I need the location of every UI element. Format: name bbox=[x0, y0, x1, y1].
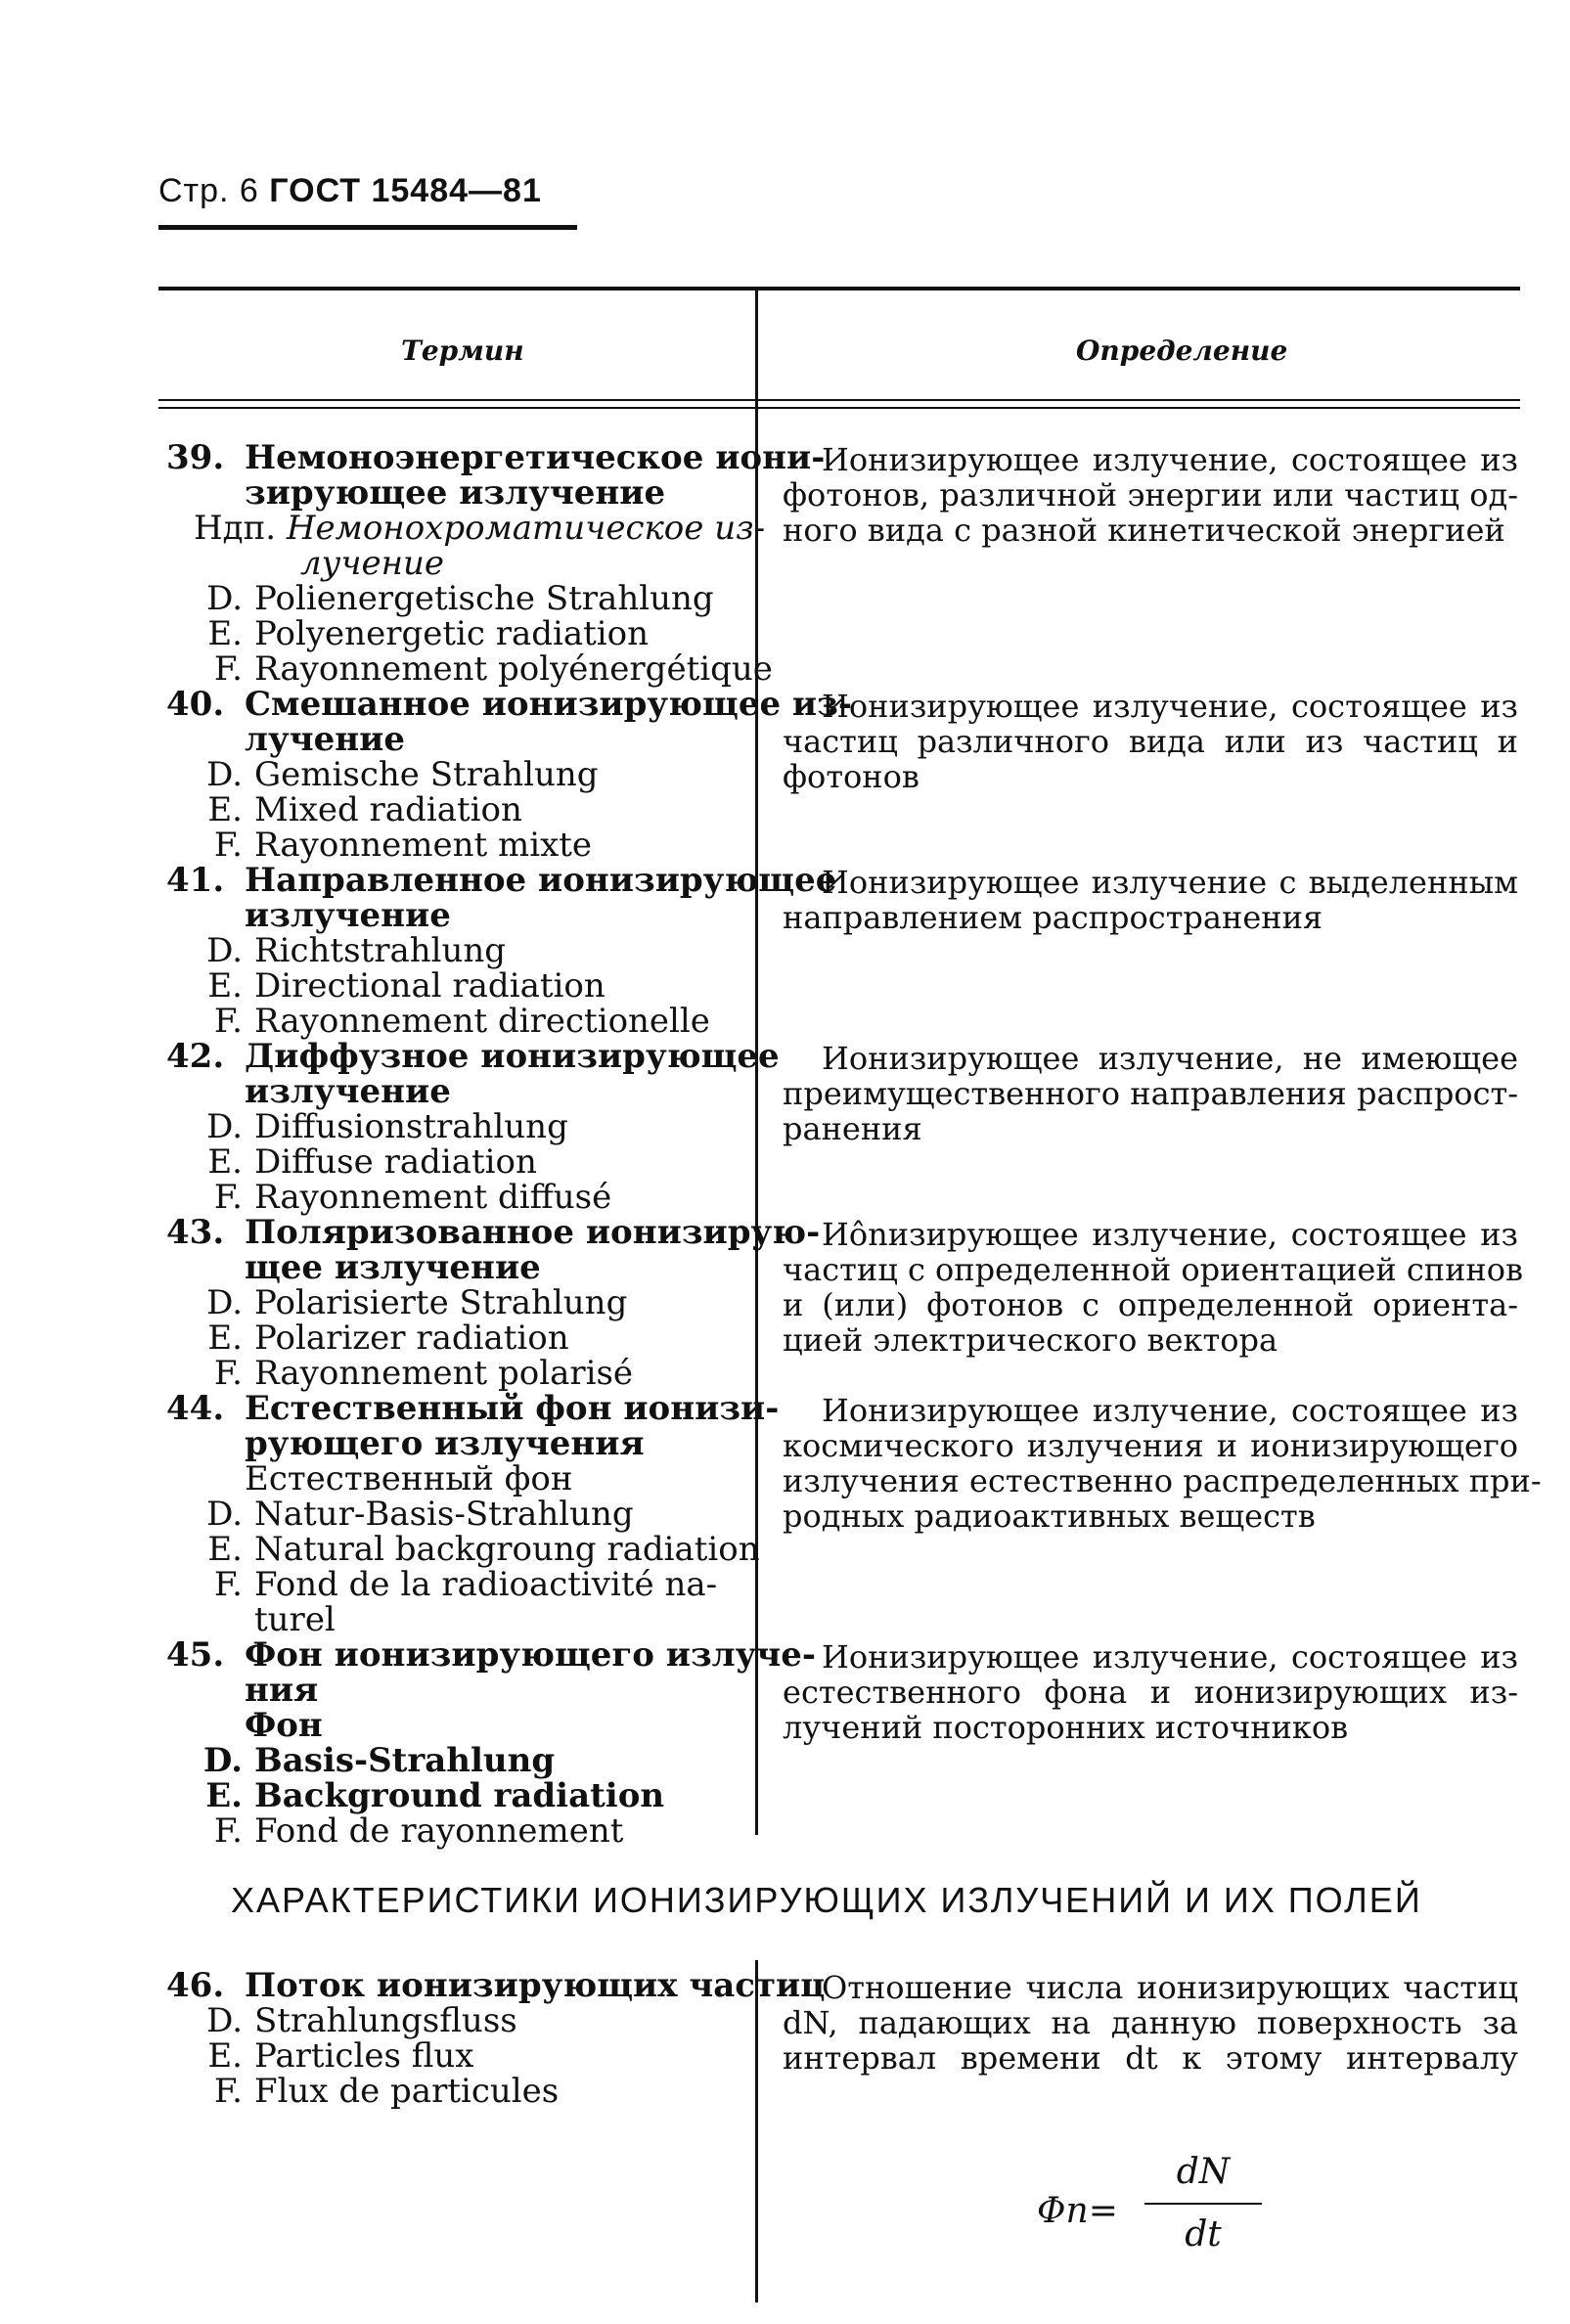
table-top-rule bbox=[158, 287, 1520, 290]
term-entry-43: 43. Поляризованное ионизирую- щее излучение D. Polarisierte Strahlung E. Polarizer radiation F. Rayonnement polarisé bbox=[166, 1213, 821, 1393]
lang-de: D. Polienergetische Strahlung bbox=[206, 579, 714, 618]
term-title: 39. Немоноэнергетическое иони- bbox=[166, 438, 826, 477]
column-header-term: Термин bbox=[401, 335, 524, 367]
term-entry-45: 45. Фон ионизирующего излуче- ния Фон D. Basis-Strahlung E. Background radiation F. Fond de rayonnement bbox=[166, 1635, 817, 1851]
lang-fr: F. Rayonnement mixte bbox=[213, 826, 593, 865]
header-rule-top bbox=[158, 399, 1520, 401]
flux-formula bbox=[1037, 2152, 1262, 2269]
term-entry-39 bbox=[166, 438, 826, 689]
lang-en: E. Polarizer radiation bbox=[207, 1318, 569, 1358]
lang-en: E. Mixed radiation bbox=[207, 790, 522, 829]
formula-lhs: Φn= bbox=[1037, 2191, 1118, 2231]
lang-de: D. Basis-Strahlung bbox=[202, 1741, 556, 1780]
lang-fr: F. Fond de la radioactivité na- bbox=[213, 1565, 718, 1604]
lang-fr: F. Fond de rayonnement bbox=[213, 1811, 624, 1851]
term-entry-46: 46. Поток ионизирующих частиц D. Strahlungsfluss E. Particles flux F. Flux de particules bbox=[166, 1966, 826, 2111]
lang-de: D. Gemische Strahlung bbox=[206, 755, 599, 794]
definition-42: Ионизирующее излучение, не имеющее преимущественного направления распрост- ранения bbox=[783, 1040, 1518, 1147]
column-header-definition: Определение bbox=[1076, 335, 1288, 367]
header-rule-bottom bbox=[158, 407, 1520, 409]
definition-45: Ионизирующее излучение, состоящее из естественного фона и ионизирующих из- лучений посторонних источников bbox=[783, 1638, 1518, 1746]
lang-fr: F. Rayonnement polyénergétique bbox=[213, 649, 773, 689]
lang-en: E. Natural backgroung radiation bbox=[207, 1530, 760, 1569]
definition-43: Иônизирующее излучение, состоящее из частиц с определенной ориентацией спинов и (или) фотонов с определенной ориента- цией электрического вектора bbox=[783, 1216, 1524, 1359]
term-title: зирующее излучение bbox=[245, 473, 666, 513]
term-entry-44: 44. Естественный фон ионизи- рующего излучения Естественный фон D. Natur-Basis-Strahlung E. Natural backgroung radiation F. Fond de la radioactivité na- turel bbox=[166, 1389, 780, 1639]
lang-en: E. Diffuse radiation bbox=[207, 1142, 537, 1182]
column-divider bbox=[755, 1960, 758, 2302]
section-title: ХАРАКТЕРИСТИКИ ИОНИЗИРУЮЩИХ ИЗЛУЧЕНИЙ И ИХ ПОЛЕЙ bbox=[231, 1880, 1422, 1920]
ndp-line: Ндп. Немонохроматическое из- bbox=[194, 509, 766, 548]
lang-de: D. Natur-Basis-Strahlung bbox=[206, 1495, 634, 1534]
term-entry-40: 40. Смешанное ионизирующее из- лучение D. Gemische Strahlung E. Mixed radiation F. Rayonnement mixte bbox=[166, 685, 852, 865]
lang-de: D. Polarisierte Strahlung bbox=[206, 1283, 628, 1322]
header-rule bbox=[158, 225, 577, 230]
lang-de: D. Richtstrahlung bbox=[206, 931, 507, 970]
definition-44: Ионизирующее излучение, состоящее из космического излучения и ионизирующего излучения естественно распределенных при- родных радиоактивных веществ bbox=[783, 1392, 1542, 1535]
fraction-bar bbox=[1144, 2203, 1262, 2205]
standard-number: ГОСТ 15484—81 bbox=[269, 172, 542, 209]
lang-de: D. Strahlungsfluss bbox=[206, 2001, 517, 2040]
term-entry-41: 41. Направленное ионизирующее излучение D. Richtstrahlung E. Directional radiation F. Rayonnement directionelle bbox=[166, 861, 837, 1041]
lang-fr: F. Rayonnement directionelle bbox=[213, 1002, 710, 1041]
definition-40: Ионизирующее излучение, состоящее из частиц различного вида или из частиц и фотонов bbox=[783, 688, 1518, 795]
definition-41: Ионизирующее излучение с выделенным направлением распространения bbox=[783, 864, 1518, 936]
lang-de: D. Diffusionstrahlung bbox=[206, 1107, 568, 1146]
lang-fr: F. Flux de particules bbox=[213, 2072, 560, 2111]
lang-en: E. Polyenergetic radiation bbox=[207, 614, 650, 653]
formula-numerator: dN bbox=[1176, 2152, 1231, 2192]
definition-46: Отношение числа ионизирующих частиц dN, падающих на данную поверхность за интервал времени dt к этому интервалу bbox=[783, 1969, 1518, 2077]
definition-39: Ионизирующее излучение, состоящее из фотонов, различной энергии или частиц од- ного вида с разной кинетической энергией bbox=[783, 441, 1518, 549]
formula-denominator: dt bbox=[1185, 2214, 1222, 2255]
lang-en: E. Particles flux bbox=[207, 2036, 474, 2076]
page-header bbox=[158, 172, 542, 210]
lang-fr: F. Rayonnement polarisé bbox=[213, 1354, 634, 1393]
ndp-line: лучение bbox=[300, 544, 445, 583]
term-entry-42: 42. Диффузное ионизирующее излучение D. Diffusionstrahlung E. Diffuse radiation F. Rayonnement diffusé bbox=[166, 1037, 780, 1217]
lang-en: E. Background radiation bbox=[205, 1776, 665, 1815]
page-number: Стр. 6 bbox=[158, 172, 259, 209]
lang-en: E. Directional radiation bbox=[207, 966, 606, 1006]
lang-fr: F. Rayonnement diffusé bbox=[213, 1178, 612, 1217]
